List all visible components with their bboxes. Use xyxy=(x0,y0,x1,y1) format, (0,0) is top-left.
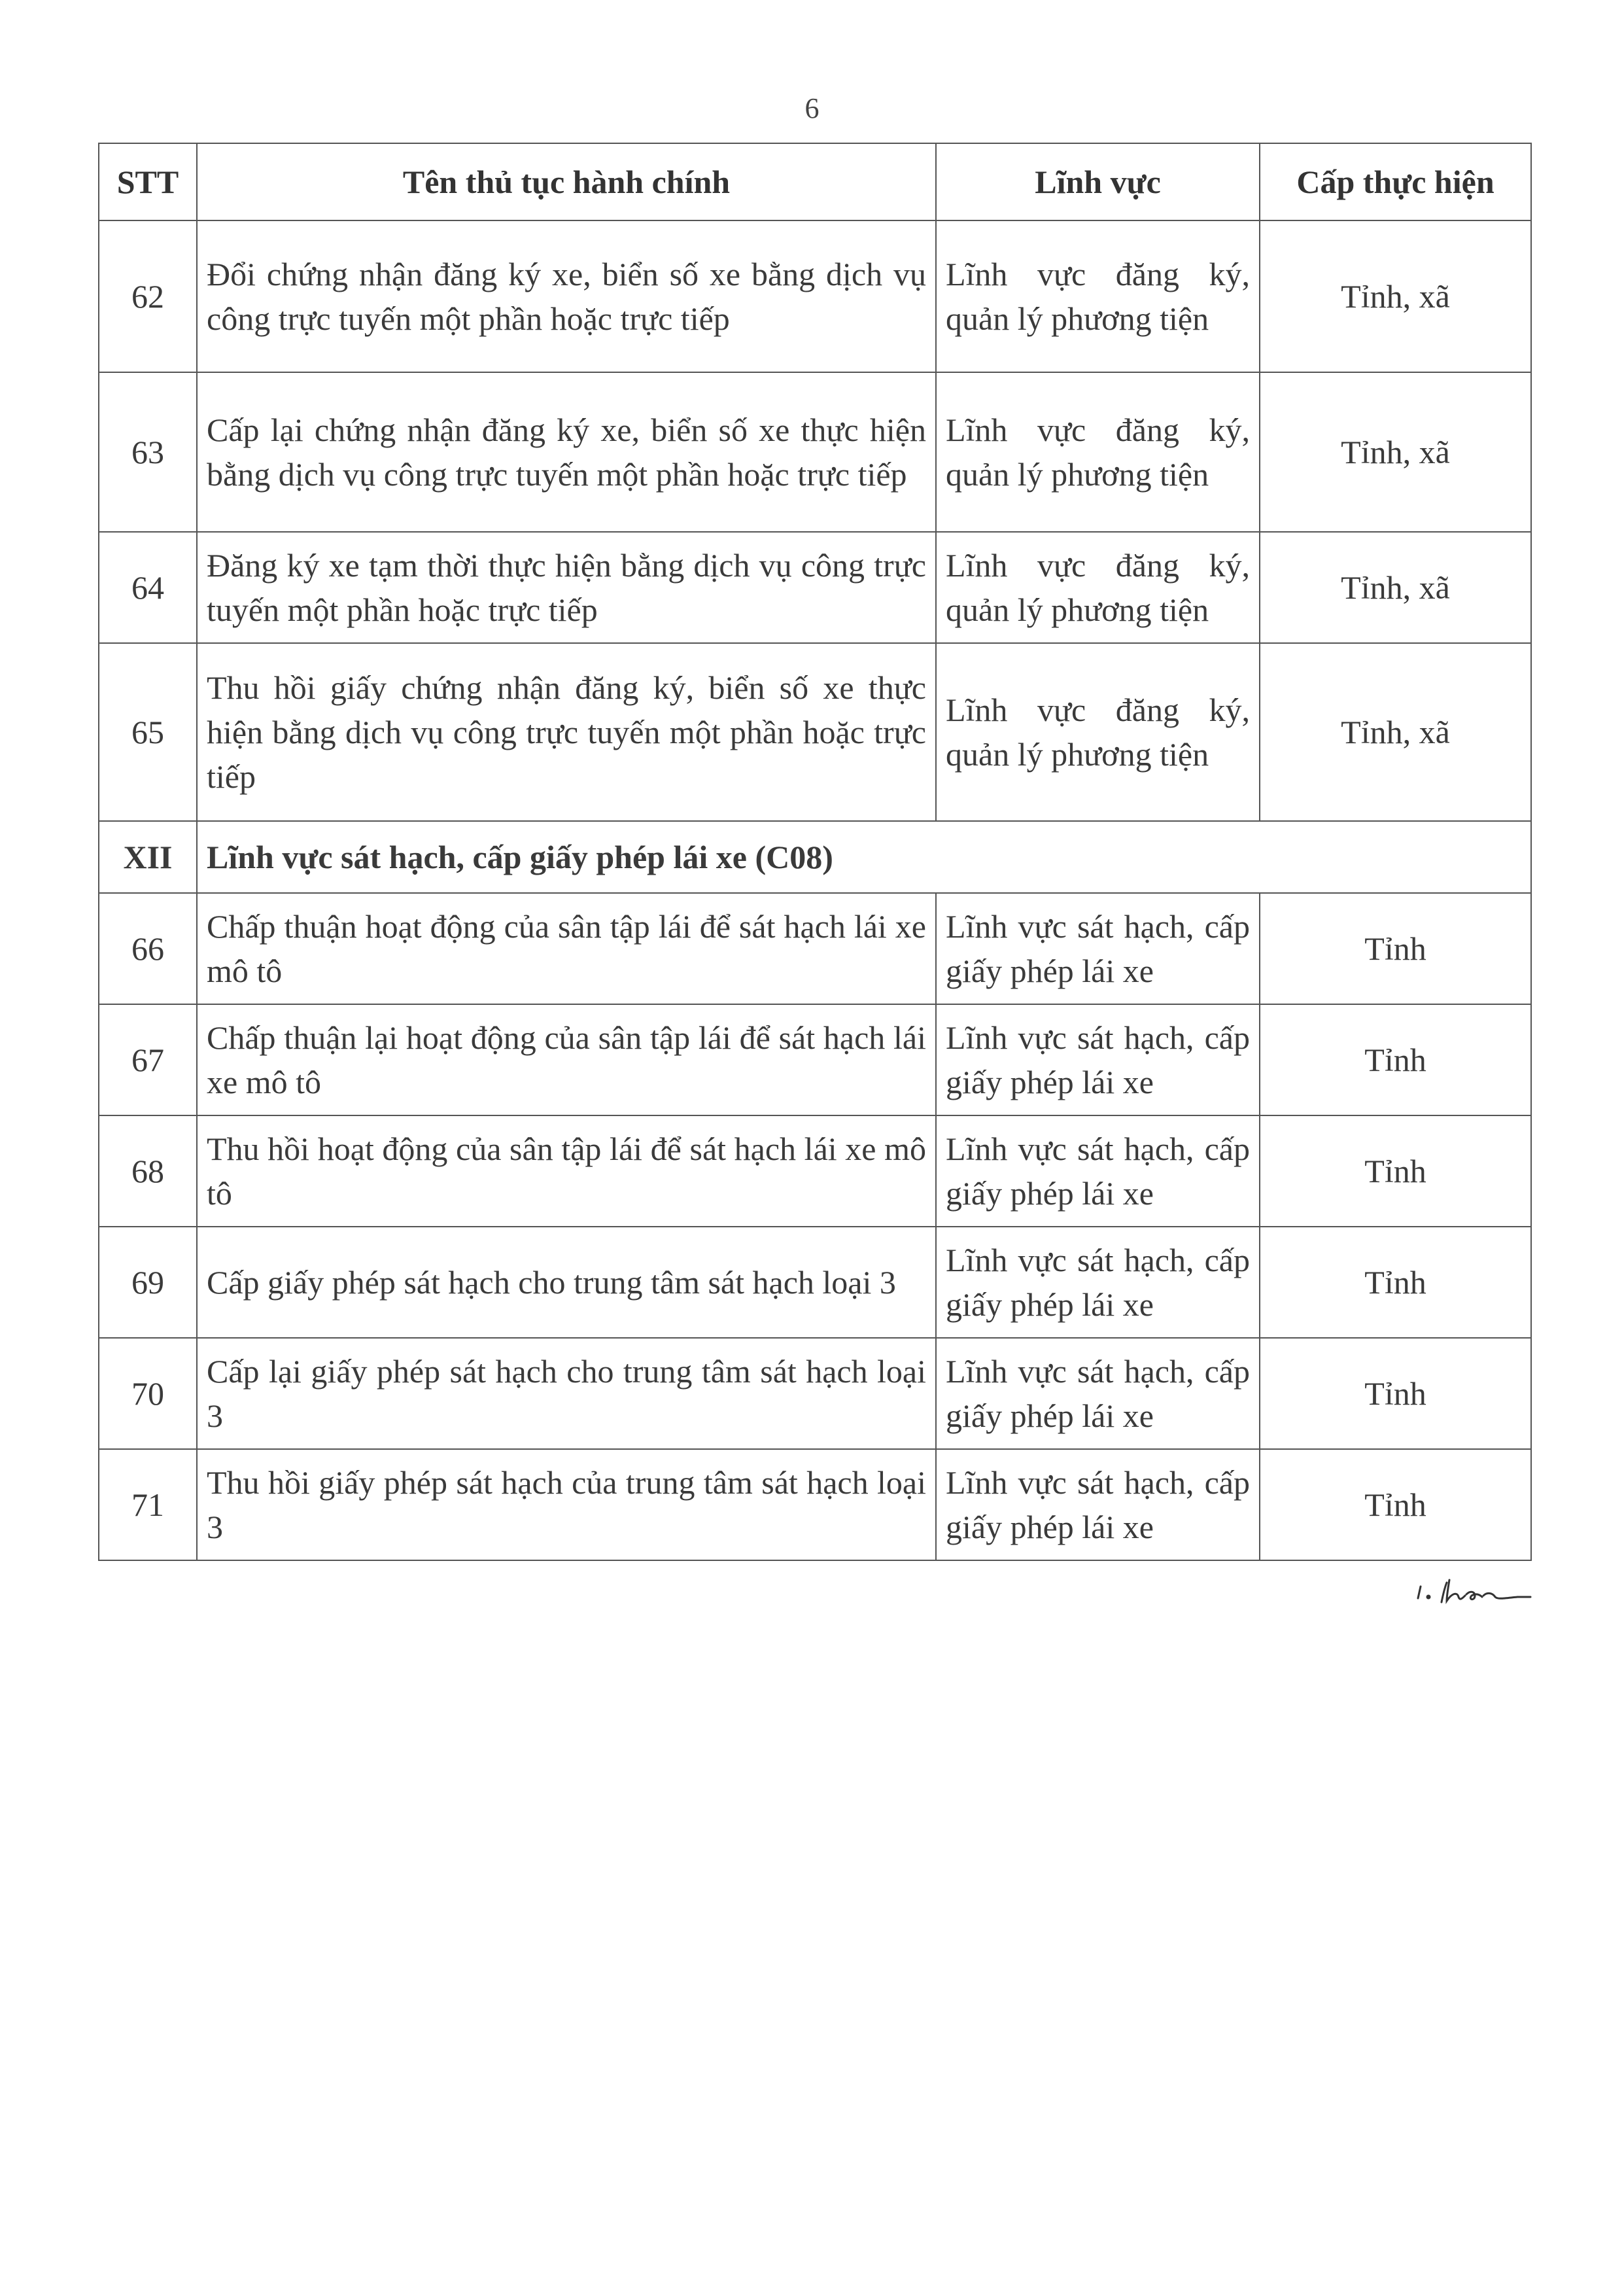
header-level: Cấp thực hiện xyxy=(1260,143,1531,220)
header-field: Lĩnh vực xyxy=(936,143,1260,220)
row-stt: 64 xyxy=(99,532,197,643)
row-field: Lĩnh vực sát hạch, cấp giấy phép lái xe xyxy=(936,893,1260,1004)
header-procedure-name: Tên thủ tục hành chính xyxy=(197,143,936,220)
table-row xyxy=(99,643,1531,821)
row-stt: 63 xyxy=(99,372,197,532)
header-stt: STT xyxy=(99,143,197,220)
row-level: Tỉnh xyxy=(1260,1449,1531,1560)
row-procedure-name: Thu hồi hoạt động của sân tập lái để sát hạch lái xe mô tô xyxy=(197,1115,936,1227)
row-field: Lĩnh vực sát hạch, cấp giấy phép lái xe xyxy=(936,1227,1260,1338)
row-field: Lĩnh vực đăng ký, quản lý phương tiện xyxy=(936,532,1260,643)
table-row xyxy=(99,1115,1531,1227)
row-stt: 70 xyxy=(99,1338,197,1449)
row-procedure-name: Chấp thuận hoạt động của sân tập lái để sát hạch lái xe mô tô xyxy=(197,893,936,1004)
row-field: Lĩnh vực sát hạch, cấp giấy phép lái xe xyxy=(936,1449,1260,1560)
row-level: Tỉnh xyxy=(1260,1338,1531,1449)
table-row xyxy=(99,1227,1531,1338)
row-level: Tỉnh, xã xyxy=(1260,220,1531,372)
section-title: Lĩnh vực sát hạch, cấp giấy phép lái xe (C08) xyxy=(197,821,1531,893)
table-row xyxy=(99,893,1531,1004)
row-level: Tỉnh, xã xyxy=(1260,532,1531,643)
row-field: Lĩnh vực đăng ký, quản lý phương tiện xyxy=(936,643,1260,821)
row-stt: 65 xyxy=(99,643,197,821)
row-procedure-name: Cấp lại giấy phép sát hạch cho trung tâm sát hạch loại 3 xyxy=(197,1338,936,1449)
table-row xyxy=(99,532,1531,643)
page-number: 6 xyxy=(804,92,820,124)
row-level: Tỉnh xyxy=(1260,1115,1531,1227)
row-level: Tỉnh xyxy=(1260,1227,1531,1338)
row-field: Lĩnh vực sát hạch, cấp giấy phép lái xe xyxy=(936,1338,1260,1449)
table-row xyxy=(99,1004,1531,1115)
row-procedure-name: Cấp giấy phép sát hạch cho trung tâm sát hạch loại 3 xyxy=(197,1227,936,1338)
section-row xyxy=(99,821,1531,893)
row-stt: 67 xyxy=(99,1004,197,1115)
row-level: Tỉnh xyxy=(1260,893,1531,1004)
table-row xyxy=(99,1338,1531,1449)
row-field: Lĩnh vực sát hạch, cấp giấy phép lái xe xyxy=(936,1004,1260,1115)
section-number: XII xyxy=(99,821,197,893)
table-header-row xyxy=(99,143,1531,220)
handwritten-signature xyxy=(1406,1560,1537,1613)
row-level: Tỉnh, xã xyxy=(1260,643,1531,821)
procedures-table xyxy=(98,143,1532,1561)
row-procedure-name: Cấp lại chứng nhận đăng ký xe, biển số xe thực hiện bằng dịch vụ công trực tuyến một phần hoặc trực tiếp xyxy=(197,372,936,532)
row-procedure-name: Thu hồi giấy phép sát hạch của trung tâm sát hạch loại 3 xyxy=(197,1449,936,1560)
row-procedure-name: Đổi chứng nhận đăng ký xe, biển số xe bằng dịch vụ công trực tuyến một phần hoặc trực tiếp xyxy=(197,220,936,372)
row-level: Tỉnh xyxy=(1260,1004,1531,1115)
row-stt: 62 xyxy=(99,220,197,372)
table-row xyxy=(99,1449,1531,1560)
row-field: Lĩnh vực đăng ký, quản lý phương tiện xyxy=(936,372,1260,532)
row-stt: 71 xyxy=(99,1449,197,1560)
row-procedure-name: Thu hồi giấy chứng nhận đăng ký, biển số xe thực hiện bằng dịch vụ công trực tuyến một phần hoặc trực tiếp xyxy=(197,643,936,821)
row-stt: 68 xyxy=(99,1115,197,1227)
table-row xyxy=(99,220,1531,372)
row-level: Tỉnh, xã xyxy=(1260,372,1531,532)
row-field: Lĩnh vực sát hạch, cấp giấy phép lái xe xyxy=(936,1115,1260,1227)
table-row xyxy=(99,372,1531,532)
row-procedure-name: Đăng ký xe tạm thời thực hiện bằng dịch vụ công trực tuyến một phần hoặc trực tiếp xyxy=(197,532,936,643)
row-stt: 66 xyxy=(99,893,197,1004)
row-stt: 69 xyxy=(99,1227,197,1338)
row-procedure-name: Chấp thuận lại hoạt động của sân tập lái để sát hạch lái xe mô tô xyxy=(197,1004,936,1115)
row-field: Lĩnh vực đăng ký, quản lý phương tiện xyxy=(936,220,1260,372)
